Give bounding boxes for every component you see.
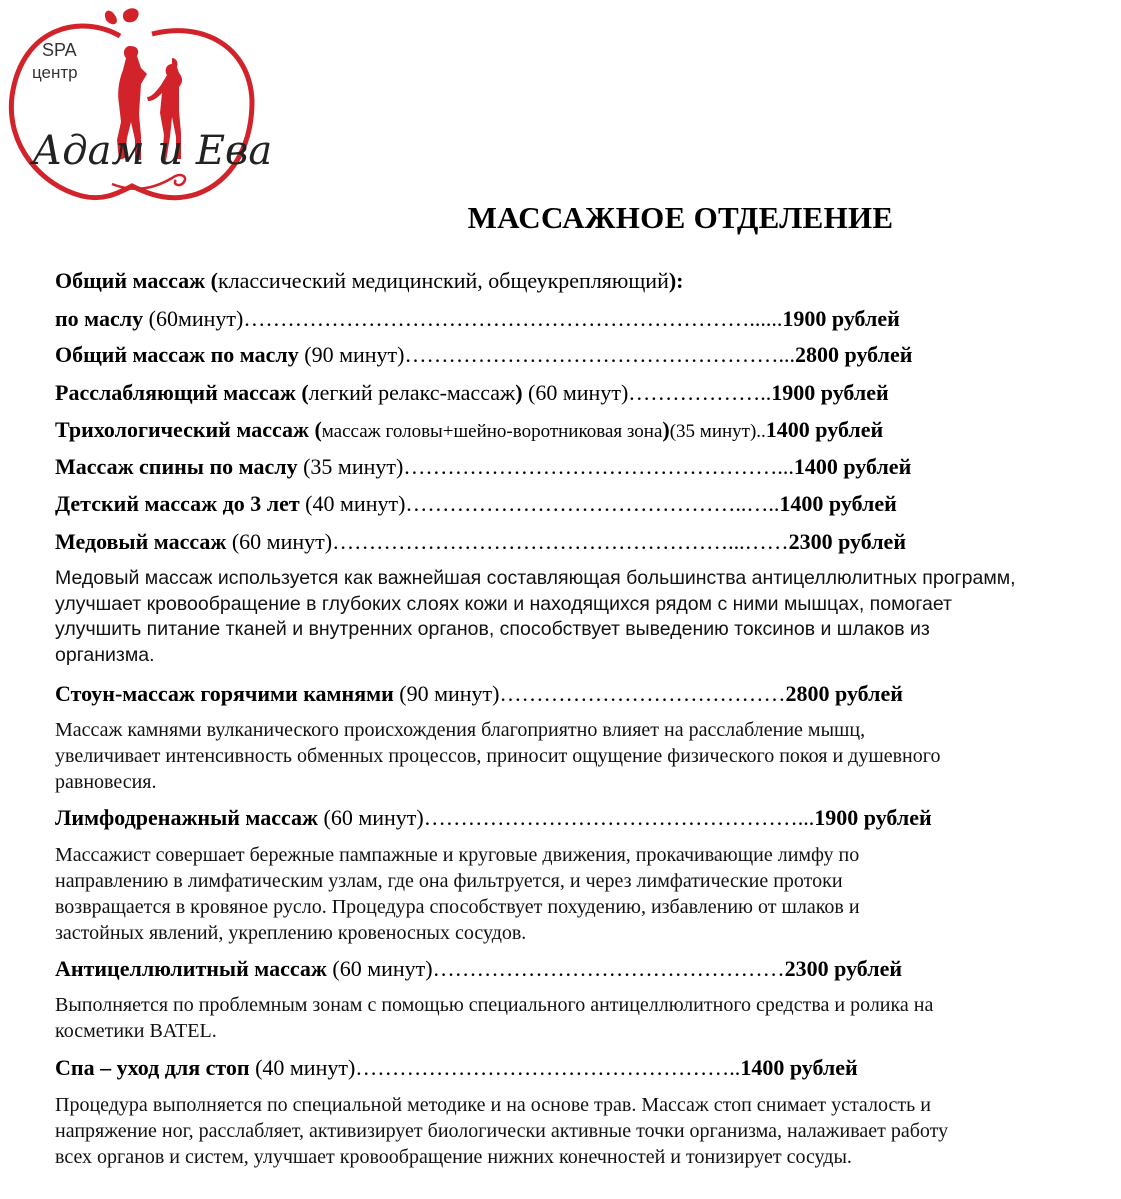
service-tail: ): — [668, 268, 684, 293]
service-price: 2800 рублей — [795, 342, 913, 367]
service-price: 2300 рублей — [784, 956, 903, 981]
description-stone: Массаж камнями вулканического происхождения благоприятно влияет на расслабление мышц, увеличивает интенсивность обменных процессов, приносит ощущение физического покоя и душевного равновесия. — [55, 719, 941, 793]
page-title: МАССАЖНОЕ ОТДЕЛЕНИЕ — [467, 200, 894, 235]
service-name: Детский массаж до 3 лет — [55, 491, 300, 516]
service-duration: (60 минут)………………………………………… — [326, 956, 785, 981]
service-name: по маслу — [55, 306, 144, 331]
service-name: Спа – уход для стоп — [55, 1055, 250, 1080]
price-row — [55, 380, 889, 406]
service-price: 1900 рублей — [782, 306, 900, 331]
service-price: 1400 рублей — [765, 417, 884, 442]
service-duration: (60минут)……………………………………………………………...... — [143, 306, 783, 331]
service-name: Стоун-массаж горячими камнями — [55, 681, 394, 706]
service-duration: (40 минут)…………………………………………….. — [249, 1055, 741, 1080]
price-row — [55, 1055, 858, 1081]
description-honey: Медовый массаж используется как важнейшая составляющая большинства антицеллюлитных программ, улучшает кровообращение в глубоких слоях кожи и находящихся рядом с ними мышцах, помогает улучшить питание тканей и внутренних органов, способствует выведению токсинов и шлаков из организма. — [55, 567, 1016, 666]
service-price: 1400 рублей — [779, 491, 897, 516]
service-price: 2300 рублей — [788, 529, 906, 554]
service-name: Лимфодренажный массаж — [55, 805, 319, 830]
price-row — [55, 956, 902, 982]
service-price: 1400 рублей — [740, 1055, 858, 1080]
service-price: 2800 рублей — [785, 681, 903, 706]
description-feet: Процедура выполняется по специальной методике и на основе трав. Массаж стоп снимает усталость и напряжение ног, расслабляет, активизирует биологически активные точки организма, налаживает работу всех органов и систем, улучшает кровообращение нижних конечностей и тонизирует сосуды. — [55, 1094, 949, 1168]
price-row — [55, 417, 883, 445]
price-row — [55, 268, 684, 294]
price-row — [55, 491, 897, 517]
service-detail: классический медицинский, общеукрепляющий — [217, 268, 669, 293]
service-price: 1900 рублей — [814, 805, 932, 830]
price-row — [55, 529, 906, 555]
service-name: Антицеллюлитный массаж — [55, 956, 327, 981]
logo-center-text: центр — [32, 63, 78, 82]
service-tail: ) — [662, 417, 670, 442]
service-name: Трихологический массаж ( — [55, 417, 322, 442]
price-row — [55, 805, 932, 831]
service-tail: ) — [515, 380, 523, 405]
service-detail: массаж головы+шейно-воротниковая зона — [321, 421, 663, 442]
logo-brand-text: Адам и Ева — [32, 128, 273, 174]
description-lymph: Массажист совершает бережные пампажные и круговые движения, прокачивающие лимфу по направлению в лимфатическим узлам, где она фильтруется, и через лимфатические протоки возвращается в кровяное русло. Процедура способствует похудению, избавлению от шлаков и застойных явлений, укреплению кровеносных сосудов. — [55, 844, 860, 944]
service-duration: (35 минут)……………………………………………... — [297, 454, 794, 479]
service-detail: легкий релакс-массаж — [308, 380, 516, 405]
service-duration: (60 минут)……………………………………………... — [318, 805, 815, 830]
price-row — [55, 306, 900, 332]
price-row — [55, 342, 912, 368]
service-price: 1400 рублей — [793, 454, 912, 479]
logo-spa-text: SPA — [42, 40, 77, 60]
description-cellulite: Выполняется по проблемным зонам с помощью специального антицеллюлитного средства и ролика на косметики BATEL. — [55, 994, 934, 1042]
service-duration: (40 минут)………………………………………..….. — [299, 491, 780, 516]
spa-logo — [2, 6, 282, 206]
price-row — [55, 454, 911, 480]
service-duration: (60 минут)……………….. — [522, 380, 772, 405]
service-name: Общий массаж по маслу — [55, 342, 299, 367]
service-name: Расслабляющий массаж ( — [55, 380, 309, 405]
service-duration: (90 минут)……………………………………………... — [298, 342, 795, 367]
apple-logo-icon — [2, 6, 282, 206]
service-name: Медовый массаж — [55, 529, 227, 554]
service-duration: (90 минут)………………………………… — [393, 681, 786, 706]
service-name: Общий массаж ( — [55, 268, 218, 293]
price-row — [55, 681, 903, 707]
service-price: 1900 рублей — [771, 380, 889, 405]
service-duration: (60 минут)………………………………………………...…… — [226, 529, 789, 554]
service-name: Массаж спины по маслу — [55, 454, 298, 479]
service-duration: (35 минут).. — [669, 421, 766, 442]
